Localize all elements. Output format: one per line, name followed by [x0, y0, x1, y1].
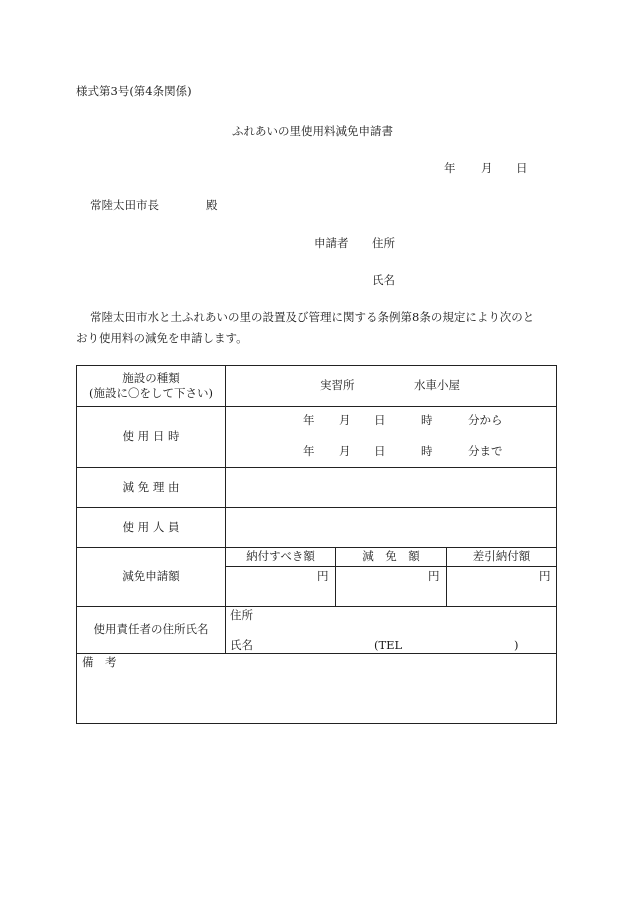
date-day-label: 日 [516, 161, 528, 175]
datetime-label: 使 用 日 時 [122, 429, 180, 444]
people-label-cell [77, 508, 225, 547]
people-label: 使 用 人 員 [122, 519, 180, 534]
date-year-label: 年 [444, 161, 456, 175]
to-hour-label: 時 [421, 444, 433, 458]
row-divider [76, 653, 557, 654]
applicant-name-label: 氏名 [372, 273, 395, 287]
responsible-address-label: 住所 [230, 608, 253, 622]
amount-label-cell [77, 548, 225, 606]
people-input-cell[interactable] [226, 508, 556, 547]
reason-input-cell[interactable] [226, 468, 556, 507]
amount-header-net [447, 548, 556, 566]
amount-header-net-label: 差引納付額 [472, 549, 531, 564]
responsible-tel-close: ) [514, 638, 519, 652]
applicant-label: 申請者 [314, 236, 349, 250]
reason-label: 減 免 理 由 [122, 479, 180, 494]
facility-label-cell [77, 366, 225, 406]
remarks-input-cell[interactable] [77, 674, 556, 723]
amount-payable-unit: 円 [317, 569, 329, 583]
amount-header-payable [226, 548, 335, 566]
facility-option-training-hall[interactable]: 実習所 [320, 378, 355, 392]
responsible-tel-open: (TEL [374, 638, 403, 652]
from-hour-label: 時 [421, 413, 433, 427]
from-day-label: 日 [374, 413, 386, 427]
amount-header-exempt [336, 548, 446, 566]
remarks-label: 備 考 [82, 655, 117, 669]
facility-label: 施設の種類 [122, 370, 180, 385]
applicant-address-label: 住所 [372, 236, 395, 250]
amount-header-payable-label: 納付すべき額 [246, 549, 315, 564]
amount-header-exempt-label: 減 免 額 [362, 549, 420, 564]
responsible-label-cell [77, 607, 225, 653]
amount-net-unit: 円 [539, 569, 551, 583]
from-month-label: 月 [339, 413, 351, 427]
to-year-label: 年 [303, 444, 315, 458]
form-number: 様式第3号(第4条関係) [76, 84, 192, 98]
addressee-honorific: 殿 [206, 198, 218, 212]
date-month-label: 月 [481, 161, 493, 175]
datetime-label-cell [77, 407, 225, 467]
amount-header-divider [225, 566, 557, 567]
reason-label-cell [77, 468, 225, 507]
from-year-label: 年 [303, 413, 315, 427]
responsible-name-label: 氏名 [230, 638, 253, 652]
addressee-name: 常陸太田市長 [90, 198, 159, 212]
amount-label: 減免申請額 [122, 569, 180, 584]
amount-exempt-unit: 円 [428, 569, 440, 583]
facility-option-watermill[interactable]: 水車小屋 [414, 378, 460, 392]
body-text-line-2: おり使用料の減免を申請します。 [76, 331, 248, 345]
to-minute-suffix: 分まで [468, 444, 503, 458]
facility-instruction: (施設に〇をして下さい) [89, 386, 213, 400]
to-month-label: 月 [339, 444, 351, 458]
form-title: ふれあいの里使用料減免申請書 [232, 124, 393, 138]
to-day-label: 日 [374, 444, 386, 458]
responsible-label: 使用責任者の住所氏名 [93, 622, 209, 637]
body-text-line-1: 常陸太田市水と土ふれあいの里の設置及び管理に関する条例第8条の規定により次のと [90, 310, 535, 324]
from-minute-suffix: 分から [468, 413, 503, 427]
